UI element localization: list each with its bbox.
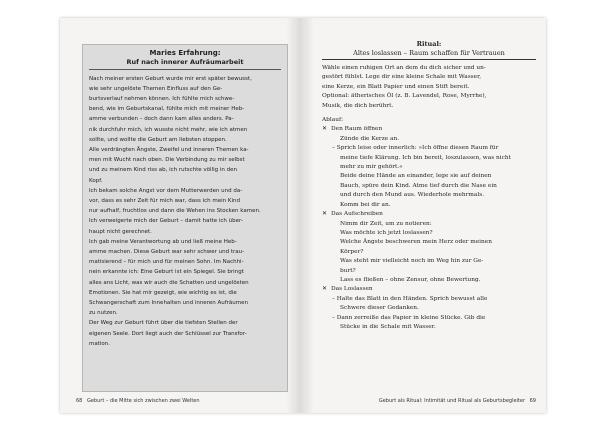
step-text: Lass es fließen – ohne Zensur, ohne Bewertung.	[340, 276, 481, 283]
box-text-line: nein erkannte ich: Eine Geburt ist ein Spiegel. Sie bringt	[89, 269, 244, 276]
step-text: Schwere dieser Gedanken.	[340, 305, 419, 312]
ritual-heading: Ritual:	[416, 40, 442, 48]
right-page-number: 69	[529, 398, 536, 404]
step-line	[322, 229, 536, 238]
box-text-line: und zu meinem Kind riss ab, ich rutschte völlig in den	[89, 167, 237, 174]
step-text: – Sprich leise oder innerlich: »Ich öffne diesen Raum für	[332, 145, 499, 152]
step-text: Stücke in die Schale mit Wasser.	[340, 323, 436, 330]
step-line	[322, 238, 536, 247]
step-line	[322, 191, 536, 200]
box-text-line: Der Weg zur Geburt führt über die tiefsten Stellen der	[89, 320, 238, 327]
right-page	[300, 18, 546, 413]
box-body	[89, 74, 281, 349]
box-subtitle: Ruf nach innerer Aufräumarbeit	[89, 58, 281, 70]
box-text-line: Schwangerschaft zum Innehalten und inneren Aufräumen	[89, 299, 248, 306]
left-page	[60, 18, 300, 413]
step-heading	[322, 125, 536, 134]
ritual-intro	[322, 64, 536, 111]
ritual-section	[322, 40, 536, 332]
step-line	[322, 295, 536, 304]
step-text: burt?	[340, 267, 356, 274]
box-text-line: zu nutzen.	[89, 310, 118, 317]
check-icon: ✕	[322, 211, 327, 218]
intro-text-line: Optional: ätherisches Öl (z. B. Lavendel, Rose, Myrrhe),	[322, 93, 487, 100]
step-text: Körper?	[340, 248, 364, 255]
step-line	[322, 182, 536, 191]
box-text-line: Ich gab meine Verantwortung ab und ließ meine Heb-	[89, 238, 237, 245]
intro-text-line: Musik, die dich berührt.	[322, 102, 394, 109]
intro-text-line: eine Kerze, ein Blatt Papier und einen Stift bereit.	[322, 83, 470, 90]
box-title: Maries Erfahrung:	[149, 49, 221, 57]
step-text: Komm bei dir an.	[340, 201, 391, 208]
step-line	[322, 276, 536, 285]
step-heading	[322, 210, 536, 219]
box-text-line: amme machen. Diese Geburt war sehr schwer und trau-	[89, 248, 245, 255]
box-text-line: eigenen Seele. Dort liegt auch der Schlüssel zur Transfor-	[89, 330, 247, 337]
box-text-line: Kopf.	[89, 177, 103, 184]
step-line	[322, 248, 536, 257]
intro-text-line: gestört fühlst. Lege dir eine kleine Schale mit Wasser,	[322, 74, 482, 81]
step-line	[322, 163, 536, 172]
right-running-title: Geburt als Ritual: Intimität und Ritual als Geburtsbegleiter	[378, 398, 526, 404]
step-text: Das Loslassen	[331, 286, 373, 293]
left-running-title: Geburt – die Mitte sich zwischen zwei Welten	[86, 398, 200, 404]
step-text: – Dann zerreiße das Papier in kleine Stücke. Gib die	[332, 314, 486, 321]
step-heading	[322, 285, 536, 294]
box-text-line: Ich bekam solche Angst vor dem Mutterwerden und da-	[89, 187, 243, 194]
step-text: Was möchte ich jetzt loslassen?	[340, 229, 433, 236]
box-text-line: matisierend – für mich und für meinen Sohn. Im Nachhi-	[89, 259, 244, 266]
step-line	[322, 135, 536, 144]
step-text: meine tiefe Klärung. Ich bin bereit, loszulassen, was nicht	[340, 154, 511, 161]
step-line	[322, 257, 536, 266]
step-line	[322, 144, 536, 153]
box-text-line: vor, dass es sehr Zeit für mich war, dass ich mein Kind	[89, 197, 240, 204]
step-line	[322, 154, 536, 163]
step-text: Beide deine Hände an einander, lege sie auf deinen	[340, 173, 492, 180]
experience-box	[82, 44, 288, 392]
book-spread	[60, 18, 546, 413]
box-text-line: amme verbunden – doch dann kam alles anders. Pa-	[89, 116, 234, 123]
box-text-line: Ich verweigerte mich der Geburt – damit hatte ich über-	[89, 218, 243, 225]
check-icon: ✕	[322, 126, 327, 133]
step-line	[322, 172, 536, 181]
box-text-line: nik durchfuhr mich, ich wusste nicht mehr, wie ich atmen	[89, 126, 248, 133]
right-footer	[379, 398, 536, 404]
box-text-line: sollte, und wollte die Geburt am liebsten stoppen.	[89, 136, 227, 143]
box-text-line: nur aufhalf, fruchtlos und dann die Wehen ins Stocken kamen.	[89, 208, 261, 215]
step-text: Bauch, spüre dein Kind. Atme tief durch die Nase ein	[340, 182, 497, 189]
ablauf-label: Ablauf:	[322, 117, 344, 124]
box-text-line: wie sehr ungelöste Themen Einfluss auf den Ge-	[89, 85, 223, 92]
step-text: Nimm dir Zeit, um zu notieren:	[340, 220, 432, 227]
step-text: Zünde die Kerze an.	[340, 135, 400, 142]
box-text-line: haupt nicht gerechnet.	[89, 228, 152, 235]
box-text-line: bend, wie im Geburtskanal, fühlte mich mit meiner Heb-	[89, 106, 245, 113]
box-text-line: alles ans Licht, was wir auch die Schatten und ungelösten	[89, 279, 249, 286]
left-page-number: 68	[76, 398, 83, 404]
step-text: – Halte das Blatt in den Händen. Sprich bewusst alle	[332, 295, 488, 302]
step-text: Das Aufschreiben	[331, 211, 383, 218]
check-icon: ✕	[322, 286, 327, 293]
step-text: Welche Ängste beschweren mein Herz oder meinen	[340, 239, 492, 246]
box-text-line: men mit Wucht nach oben. Die Verbindung zu mir selbst	[89, 157, 245, 164]
step-text: mehr zu mir gehört.«	[340, 164, 403, 171]
gutter-shadow-left	[286, 18, 300, 413]
box-text-line: burtsverlauf nehmen können. Ich fühlte mich schwe-	[89, 95, 235, 102]
gutter-shadow-right	[300, 18, 314, 413]
step-line	[322, 304, 536, 313]
left-footer	[76, 398, 200, 404]
intro-text-line: Wähle einen ruhigen Ort an dem du dich sicher und un-	[322, 65, 486, 71]
box-text-line: Nach meiner ersten Geburt wurde mir erst später bewusst,	[89, 75, 252, 82]
step-line	[322, 267, 536, 276]
step-text: und durch den Mund aus. Wiederhole mehrmals.	[340, 192, 485, 199]
box-text-line: mation.	[89, 340, 111, 347]
box-text-line: Emotionen. Sie hat mir gezeigt, wie wichtig es ist, die	[89, 289, 237, 296]
ritual-steps	[322, 125, 536, 332]
step-text: Was steht mir vielleicht noch im Weg hin zur Ge-	[340, 258, 484, 265]
box-text-line: Alle verdrängten Ängste, Zweifel und inneren Themen ka-	[89, 146, 249, 153]
step-line	[322, 201, 536, 210]
step-text: Den Raum öffnen	[331, 126, 383, 133]
ritual-subheading: Altes loslassen – Raum schaffen für Vertrauen	[322, 49, 536, 61]
step-line	[322, 314, 536, 323]
step-line	[322, 220, 536, 229]
step-line	[322, 323, 536, 332]
